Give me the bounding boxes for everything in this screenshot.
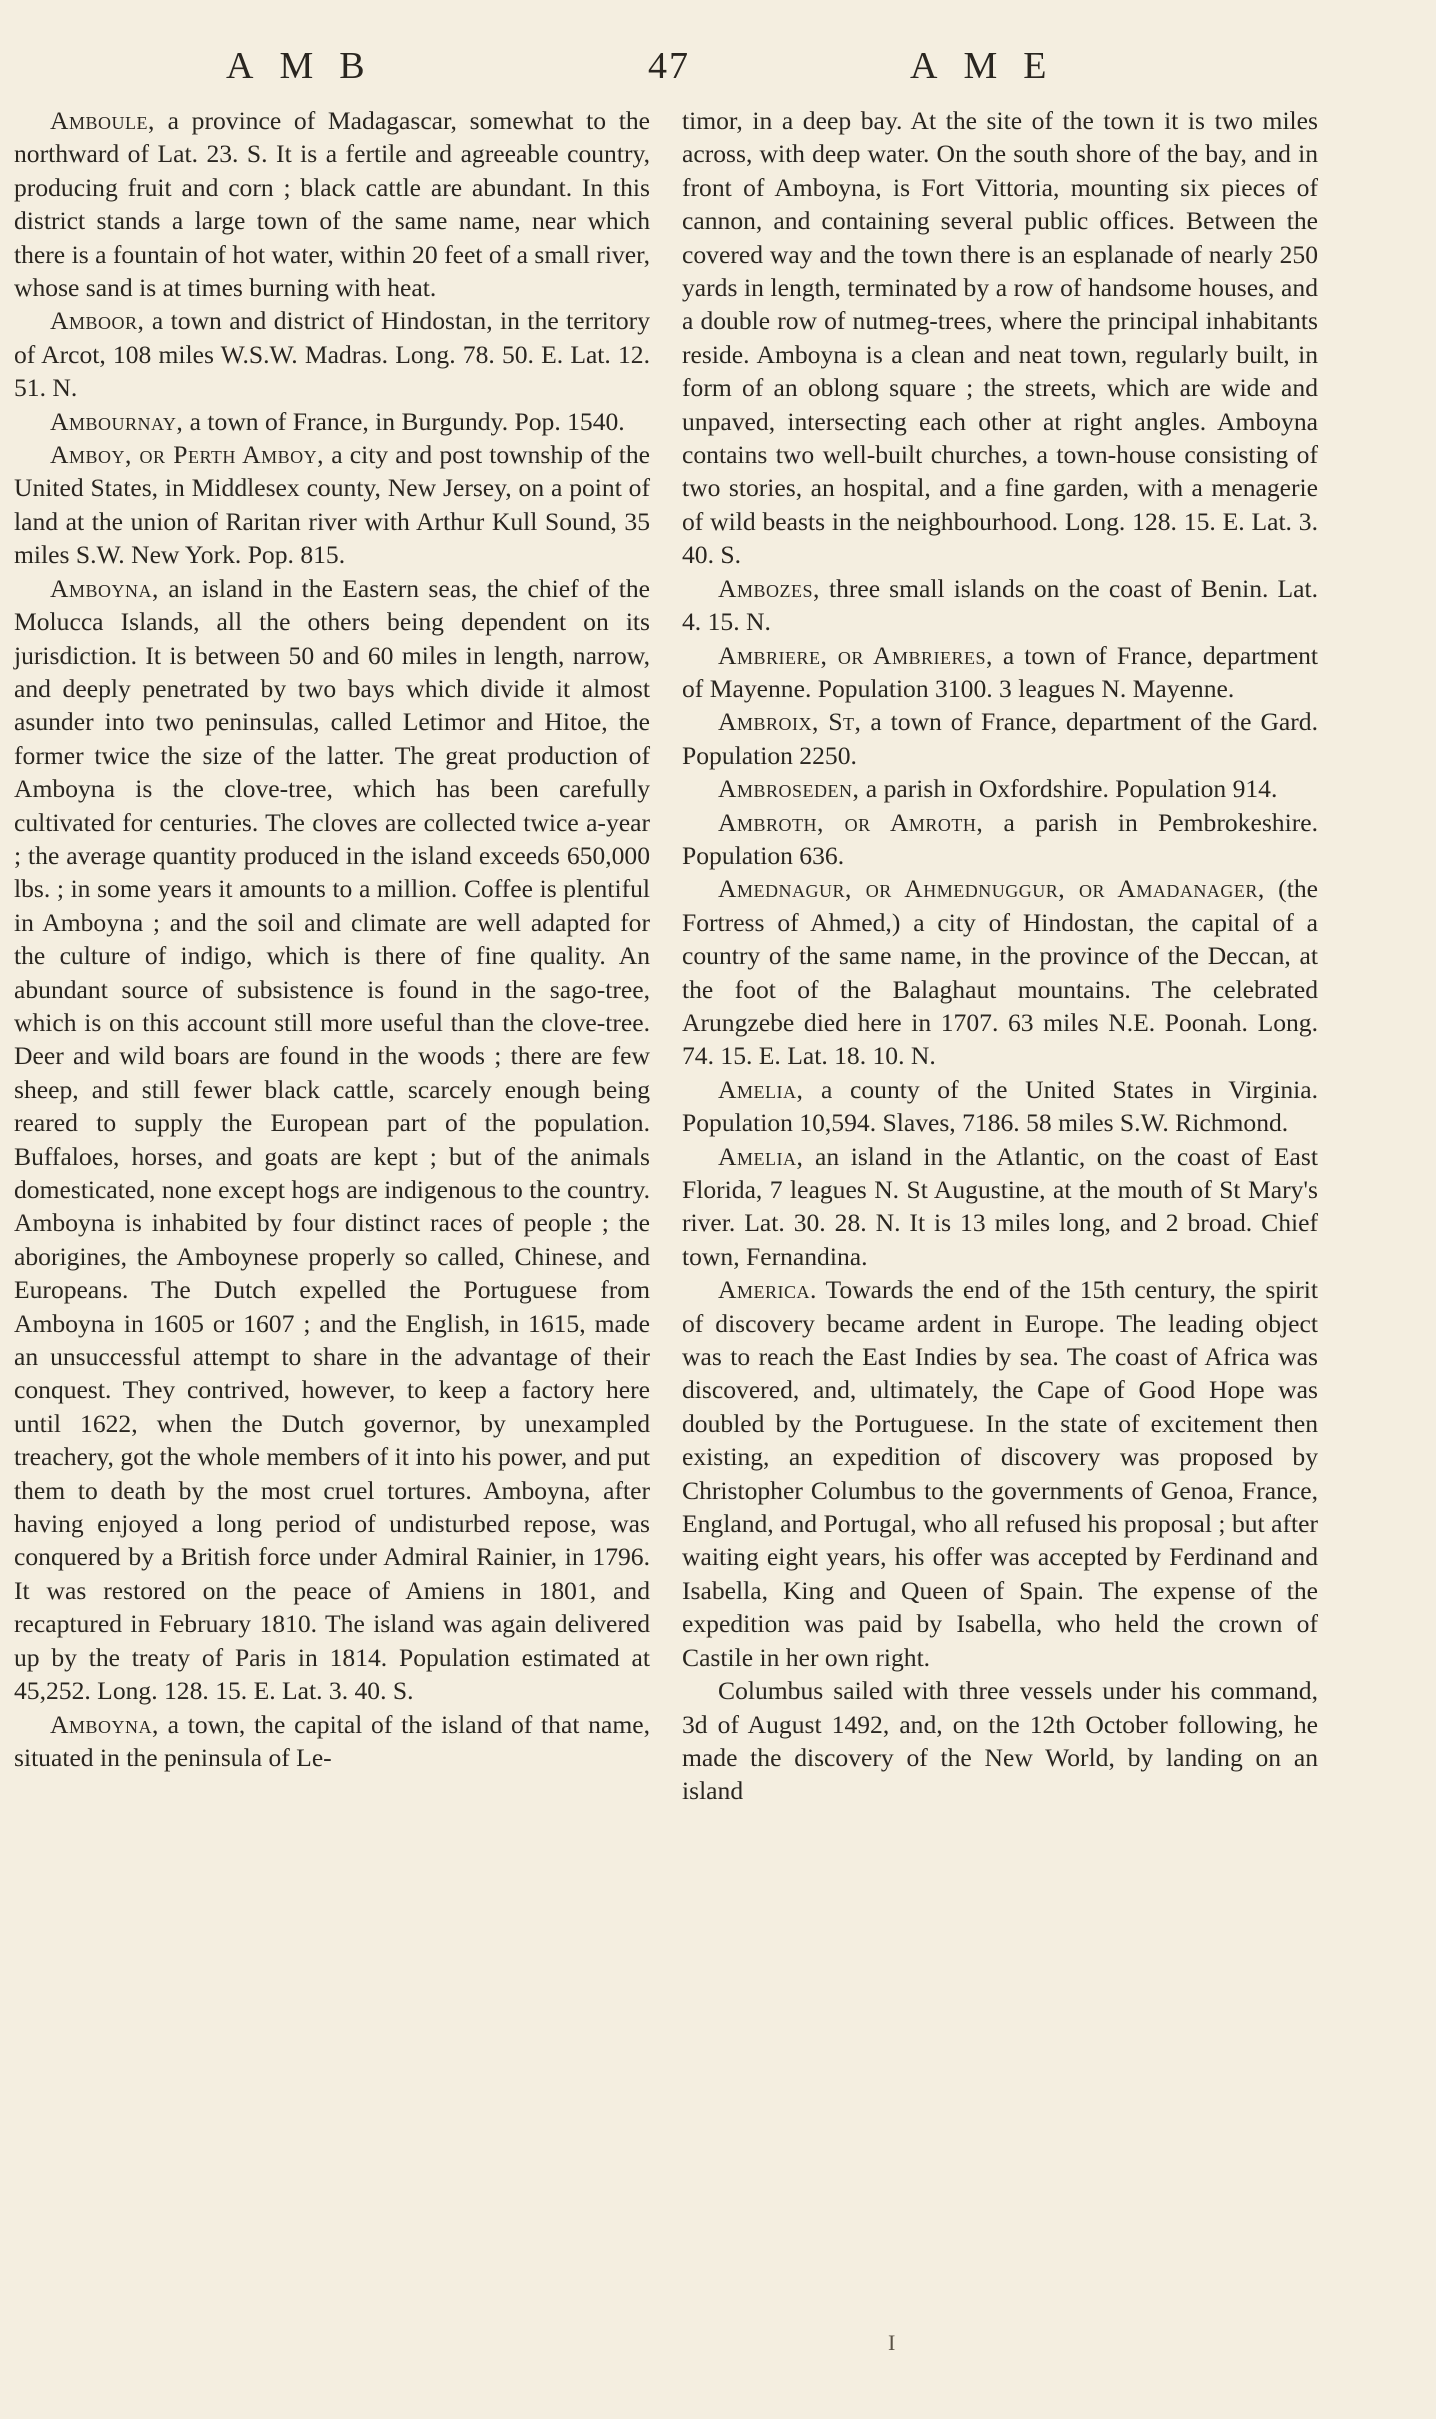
gazetteer-entry — [682, 1140, 1318, 1274]
running-head-left: AMB — [226, 45, 391, 87]
entry-text: a town, the capital of the island of that name, situated in the peninsula of Le- — [14, 1709, 650, 1772]
entry-headword: America. — [718, 1275, 817, 1305]
entry-text: a town and district of Hindostan, in the territory of Arcot, 108 miles W.S.W. Madras. Long. 78. 50. E. Lat. 12. 51. N. — [14, 306, 650, 403]
gazetteer-entry — [682, 1674, 1318, 1808]
entry-headword: Ambozes, — [718, 573, 820, 603]
gazetteer-entry — [682, 1073, 1318, 1140]
left-column — [14, 104, 650, 1774]
entry-text: a town of France, department of Mayenne. Population 3100. 3 leagues N. Mayenne. — [682, 640, 1318, 703]
entry-headword: Ambournay, — [50, 406, 184, 436]
gazetteer-entry — [682, 772, 1318, 805]
entry-text: timor, in a deep bay. At the site of the town it is two miles across, with deep water. On the south shore of the bay, and in front of Amboyna, is Fort Vittoria, mounting six pieces of cannon, and containing several public offices. Between the covered way and the town there is an esplanade of nearly 250 yards in length, terminated by a row of handsome houses, and a double row of nutmeg-trees, where the principal inhabitants reside. Amboyna is a clean and neat town, regularly built, in form of an oblong square ; the streets, which are wide and unpaved, intersecting each other at right angles. Amboyna contains two well-built churches, a town-house consisting of two stories, an hospital, and a fine garden, with a menagerie of wild beasts in the neighbourhood. Long. 128. 15. E. Lat. 3. 40. S. — [682, 106, 1318, 570]
gazetteer-entry — [682, 806, 1318, 873]
running-head — [0, 44, 1436, 96]
entry-headword: Amboyna, — [50, 1709, 159, 1739]
entry-text: three small islands on the coast of Benin. Lat. 4. 15. N. — [682, 573, 1318, 637]
gazetteer-entry — [14, 405, 650, 438]
gazetteer-entry — [682, 1273, 1318, 1674]
gazetteer-entry — [682, 705, 1318, 772]
entry-headword: Ambroth, or Amroth, — [718, 807, 984, 837]
entry-text: an island in the Atlantic, on the coast of East Florida, 7 leagues N. St Augustine, at the mouth of St Mary's river. Lat. 30. 28. N. It is 13 miles long, and 2 broad. Chief town, Fernandina. — [682, 1141, 1318, 1271]
entry-text: a town of France, department of the Gard. Population 2250. — [682, 707, 1319, 770]
entry-headword: Ambroix, St, — [718, 707, 862, 737]
running-head-right: AME — [910, 45, 1073, 87]
entry-text: an island in the Eastern seas, the chief of the Molucca Islands, all the others being dependent on its jurisdiction. It is between 50 and 60 miles in length, narrow, and deeply penetrated by two bays which divide it almost asunder into two peninsulas, called Letimor and Hitoe, the former twice the size of the latter. The great production of Amboyna is the clove-tree, which has been carefully cultivated for centuries. The cloves are collected twice a-year ; the average quantity produced in the island exceeds 650,000 lbs. ; in some years it amounts to a million. Coffee is plentiful in Amboyna ; and the soil and climate are well adapted for the culture of indigo, which is there of fine quality. An abundant source of subsistence is found in the sago-tree, which is on this account still more useful than the clove-tree. Deer and wild boars are found in the woods ; there are few sheep, and still fewer black cattle, scarcely enough being reared to supply the European part of the population. Buffaloes, horses, and goats are kept ; but of the animals domesticated, none except hogs are indigenous to the country. Amboyna is inhabited by four distinct races of people ; the aborigines, the Amboynese properly so called, Chinese, and Europeans. The Dutch expelled the Portuguese from Amboyna in 1605 or 1607 ; and the English, in 1615, made an unsuccessful attempt to share in the advantage of their conquest. They contrived, however, to keep a factory here until 1622, when the Dutch governor, by unexampled treachery, got the whole members of it into his power, and put them to death by the most cruel tortures. Amboyna, after having enjoyed a long period of undisturbed repose, was conquered by a British force under Admiral Rainier, in 1796. It was restored on the peace of Amiens in 1801, and recaptured in February 1810. The island was again delivered up by the treaty of Paris in 1814. Population estimated at 45,252. Long. 128. 15. E. Lat. 3. 40. S. — [14, 573, 650, 1706]
entry-text: a county of the United States in Virginia. Population 10,594. Slaves, 7186. 58 miles S.W. Richmond. — [682, 1074, 1318, 1138]
entry-text: (the Fortress of Ahmed,) a city of Hindostan, the capital of a country of the same name, in the province of the Deccan, at the foot of the Balaghaut mountains. The celebrated Arungzebe died here in 1707. 63 miles N.E. Poonah. Long. 74. 15. E. Lat. 18. 10. N. — [682, 874, 1318, 1071]
signature-mark: I — [888, 2330, 896, 2355]
entry-headword: Ambriere, or Ambrieres, — [718, 640, 993, 670]
right-column — [682, 104, 1318, 1808]
entry-headword: Amelia, — [718, 1074, 804, 1104]
entry-headword: Amboor, — [50, 306, 145, 336]
gazetteer-entry — [14, 1708, 650, 1775]
page-number: 47 — [648, 45, 690, 87]
entry-text: a province of Madagascar, somewhat to the northward of Lat. 23. S. It is a fertile and agreeable country, producing fruit and corn ; black cattle are abundant. In this district stands a large town of the same name, near which there is a fountain of hot water, within 20 feet of a small river, whose sand is at times burning with heat. — [14, 106, 650, 303]
entry-text: Towards the end of the 15th century, the spirit of discovery became ardent in Europe. The leading object was to reach the East Indies by sea. The coast of Africa was discovered, and, ultimately, the Cape of Good Hope was doubled by the Portuguese. In the state of excitement then existing, an expedition of discovery was proposed by Christopher Columbus to the governments of Genoa, France, England, and Portugal, who all refused his proposal ; but after waiting eight years, his offer was accepted by Ferdinand and Isabella, King and Queen of Spain. The expense of the expedition was paid by Isabella, who held the crown of Castile in her own right. — [682, 1275, 1318, 1672]
gazetteer-entry — [682, 104, 1318, 572]
entry-headword: Amednagur, or Ahmednuggur, or Amadanager, — [718, 874, 1265, 904]
entry-text: a city and post township of the United States, in Middlesex county, New Jersey, on a point of land at the union of Raritan river with Arthur Kull Sound, 35 miles S.W. New York. Pop. 815. — [14, 440, 650, 570]
gazetteer-entry — [14, 104, 650, 304]
entry-text: a parish in Oxfordshire. Population 914. — [859, 774, 1278, 804]
gazetteer-entry — [14, 572, 650, 1708]
entry-text: a town of France, in Burgundy. Pop. 1540. — [183, 406, 625, 436]
gazetteer-entry — [14, 438, 650, 572]
entry-text: Columbus sailed with three vessels under his command, 3d of August 1492, and, on the 12th October following, he made the discovery of the New World, by landing on an island — [682, 1676, 1318, 1806]
entry-headword: Amboyna, — [50, 573, 159, 603]
entry-headword: Amelia, — [718, 1141, 804, 1171]
gazetteer-entry — [682, 872, 1318, 1072]
gazetteer-entry — [14, 304, 650, 404]
gazetteer-entry — [682, 572, 1318, 639]
entry-text: a parish in Pembrokeshire. Population 636. — [682, 807, 1318, 870]
entry-headword: Amboule, — [50, 106, 155, 135]
gazetteer-entry — [682, 639, 1318, 706]
entry-headword: Ambroseden, — [718, 774, 860, 804]
entry-headword: Amboy, or Perth Amboy, — [50, 440, 325, 470]
